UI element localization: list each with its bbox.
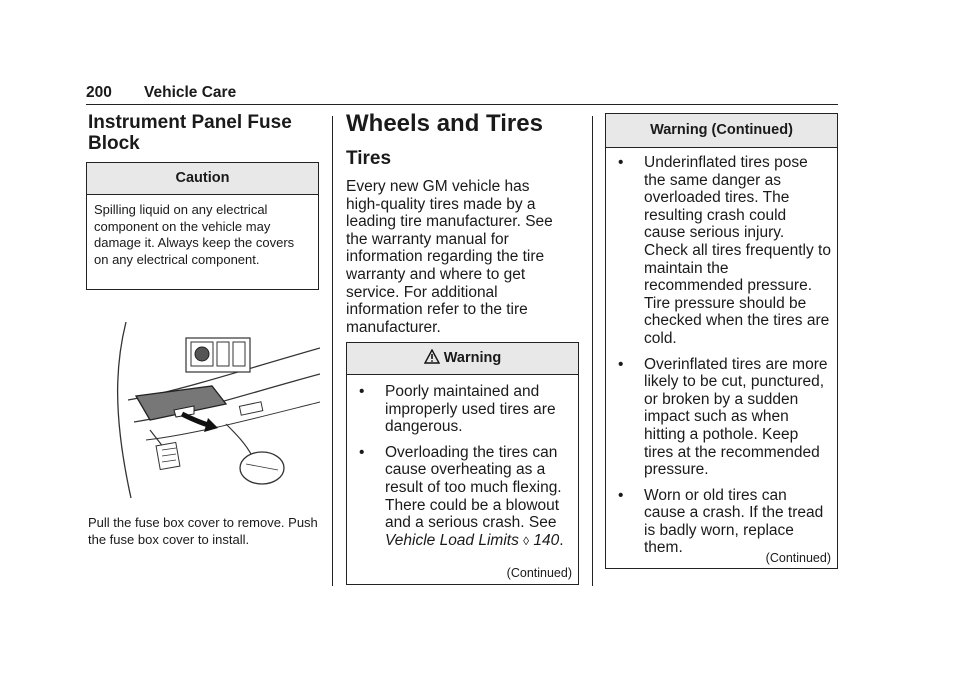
continued-label: (Continued) xyxy=(765,551,831,565)
list-item: • Overloading the tires can cause overheating as a result of too much flexing. There could be a blowout and a serious crash. See Vehicle Load Limits ◊ 140. xyxy=(347,444,572,551)
column-divider-1 xyxy=(332,116,333,586)
warning-list xyxy=(347,375,578,550)
accelerator-pedal xyxy=(226,424,252,456)
fuse-box-illustration xyxy=(86,322,320,500)
page-header xyxy=(86,84,236,102)
tires-intro-paragraph: Every new GM vehicle has high-quality tires made by a leading tire manufacturer. See the warranty manual for information regarding the tire warranty and where to get service. For additional information refer to the tire manufacturer. xyxy=(346,178,553,336)
page-ref-icon: ◊ xyxy=(523,533,530,548)
caution-text: Spilling liquid on any electrical component on the vehicle may damage it. Always keep the covers on any electrical component. xyxy=(94,202,295,267)
warning-box xyxy=(346,342,579,585)
warning-continued-heading: Warning (Continued) xyxy=(606,114,837,148)
header-rule xyxy=(86,104,838,105)
warning-triangle-icon xyxy=(424,345,440,376)
figure-caption: Pull the fuse box cover to remove. Push the fuse box cover to install. xyxy=(88,515,318,547)
list-item: • Worn or old tires can cause a crash. If the tread is badly worn, replace them. xyxy=(606,487,831,557)
warning-continued-list xyxy=(606,148,837,557)
section-name: Vehicle Care xyxy=(144,84,237,101)
tires-subtitle: Tires xyxy=(346,148,392,169)
caution-box xyxy=(86,162,319,290)
fuse-block-title: Instrument Panel Fuse Block xyxy=(88,112,292,154)
load-limits-link[interactable]: Vehicle Load Limits xyxy=(385,531,519,549)
warning-heading: Warning xyxy=(347,343,578,375)
warning-continued-box xyxy=(605,113,838,569)
list-item: • Underinflated tires pose the same danger as overloaded tires. The resulting crash could cause serious injury. Check all tires frequently to maintain the recommended pressure. Tire pressure should be checked when the tires are cold. xyxy=(606,154,831,348)
continued-label: (Continued) xyxy=(506,566,572,580)
load-limits-page: 140 xyxy=(533,531,560,549)
list-item: • Poorly maintained and improperly used tires are dangerous. xyxy=(347,383,572,436)
caution-heading: Caution xyxy=(87,163,318,195)
page-number: 200 xyxy=(86,84,112,101)
dash-edge xyxy=(118,322,131,498)
list-item: • Overinflated tires are more likely to be cut, punctured, or broken by a sudden impact such as when hitting a pothole. Keep tires at the recommended pressure. xyxy=(606,356,831,479)
wheels-tires-title: Wheels and Tires xyxy=(346,110,543,137)
column-divider-2 xyxy=(592,116,593,586)
